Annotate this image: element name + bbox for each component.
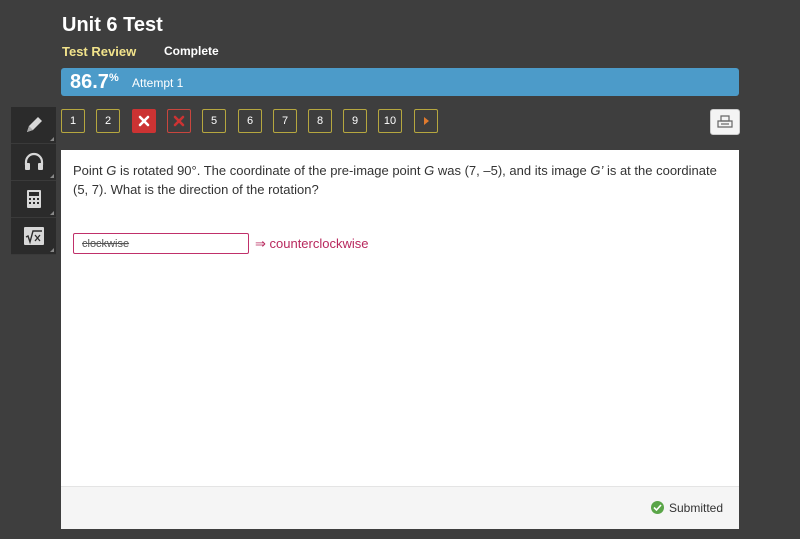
question-5-button[interactable]: 5: [202, 109, 226, 133]
question-9-button[interactable]: 9: [343, 109, 367, 133]
question-4-button[interactable]: [167, 109, 191, 133]
question-panel: [61, 150, 739, 529]
printer-icon: [717, 115, 733, 129]
incorrect-icon: [133, 110, 155, 132]
attempt-label: Attempt 1: [132, 76, 184, 90]
formula-icon: [23, 225, 45, 247]
correct-answer: ⇒ counterclockwise: [255, 236, 369, 251]
incorrect-icon: [168, 110, 190, 132]
point-label: G: [106, 163, 117, 178]
question-text: [73, 161, 729, 199]
next-question-button[interactable]: [414, 109, 438, 133]
question-text-part: is at the coordinate (5, 7). What is the direction of the rotation?: [73, 163, 717, 197]
calculator-icon: [23, 188, 45, 210]
question-1-button[interactable]: 1: [61, 109, 85, 133]
score-bar: [61, 68, 739, 96]
question-text-part: Point: [73, 163, 107, 178]
question-7-button[interactable]: 7: [273, 109, 297, 133]
calculator-tool-button[interactable]: [11, 181, 56, 218]
headphones-icon: [23, 151, 45, 173]
score-value: [70, 71, 119, 94]
question-6-button[interactable]: 6: [238, 109, 262, 133]
page-title: Unit 6 Test: [62, 14, 163, 36]
footer-bar: [61, 486, 739, 529]
question-8-button[interactable]: 8: [308, 109, 332, 133]
point-label: G: [424, 163, 435, 178]
tab-test-review[interactable]: Test Review: [62, 44, 137, 59]
question-text-part: was (7, –5), and its image: [434, 163, 591, 178]
play-arrow-icon: [415, 110, 437, 132]
question-text-part: is rotated 90°. The coordinate of the pre-image point: [116, 163, 425, 178]
question-3-button[interactable]: [132, 109, 156, 133]
submitted-status: [669, 501, 723, 515]
print-button[interactable]: [710, 109, 740, 135]
audio-tool-button[interactable]: [11, 144, 56, 181]
score-unit: %: [108, 72, 119, 84]
question-navigation: [61, 109, 739, 135]
check-circle-icon: [651, 501, 664, 514]
tab-complete[interactable]: Complete: [164, 44, 219, 58]
submitted-label: Submitted: [668, 501, 723, 515]
pencil-icon: [23, 114, 45, 136]
pencil-tool-button[interactable]: [11, 107, 56, 144]
score-number: 86.7: [70, 71, 109, 93]
formula-tool-button[interactable]: [11, 218, 56, 255]
question-10-button[interactable]: 10: [378, 109, 402, 133]
question-2-button[interactable]: 2: [96, 109, 120, 133]
image-point-label: G’: [590, 163, 604, 178]
answer-field[interactable]: clockwise: [73, 233, 249, 254]
